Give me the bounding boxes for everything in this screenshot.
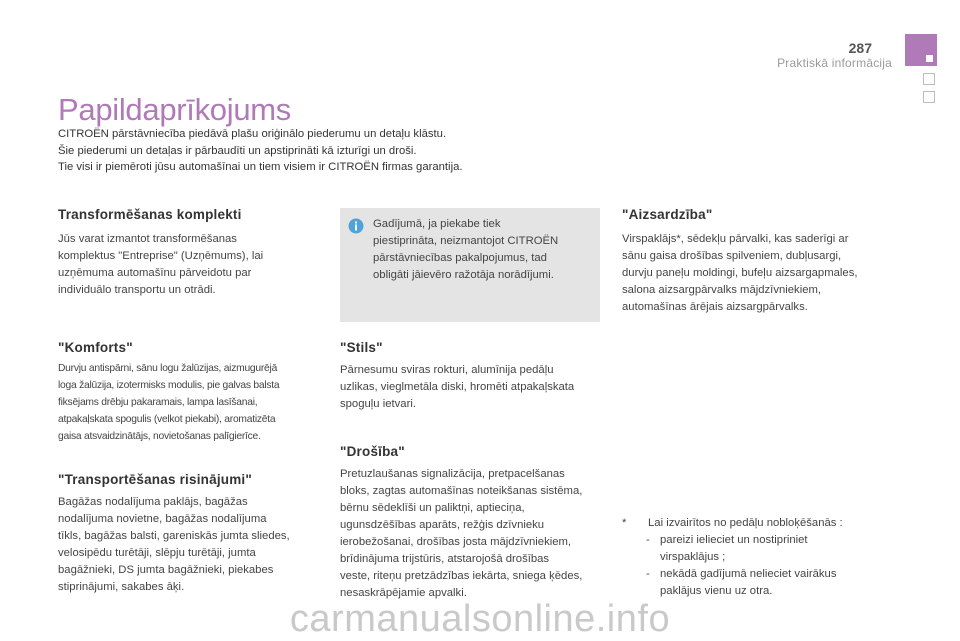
section-heading: "Aizsardzība" <box>622 207 713 222</box>
section-heading: "Drošība" <box>340 444 405 459</box>
section-body: Bagāžas nodalījuma paklājs, bagāžas nodalījuma novietne, bagāžas nodalījuma tīkls, bagāžas balsti, gareniskās jumta sliedes, velosipēdu turētāji, slēpju turētāji, jumta bagāžnieki, DS jumta bagāžnieki, piekabes stiprinājumi, sakabes āķi. <box>58 496 290 593</box>
section-body: Durvju antispārni, sānu logu žalūzijas, aizmugurējā loga žalūzija, izotermisks modulis, pie galvas balsta fiksējams drēbju pakaramais, lampa lasīšanai, atpakaļskata spogulis (velkot piekabi), aromatizēta gaisa atsvaidzinātājs, novietošanas palīgierīce. <box>58 363 280 442</box>
list-item: - pareizi ielieciet un nostipriniet virspaklājus ; <box>646 534 808 563</box>
section-heading: "Komforts" <box>58 340 133 355</box>
list-item: - nekādā gadījumā nelieciet vairākus paklājus vienu uz otra. <box>646 568 837 597</box>
info-icon <box>348 218 364 234</box>
section-safety <box>340 444 610 602</box>
intro-text: CITROËN pārstāvniecība piedāvā plašu oriģinālo piederumu un detaļu klāstu. Šie piederumi un detaļas ir pārbaudīti un apstiprināti kā izturīgi un droši. Tie visi ir piemēroti jūsu automašīnai un tiem visiem ir CITROËN firmas garantija. <box>58 128 463 173</box>
info-note <box>340 208 600 322</box>
section-transport-solutions <box>58 472 328 596</box>
chapter-tab[interactable] <box>923 73 935 85</box>
footnote-text: Lai izvairītos no pedāļu nobloķēšanās : <box>648 517 843 529</box>
page-title: Papildaprīkojums <box>58 92 291 127</box>
section-style <box>340 340 610 413</box>
footnote <box>622 515 872 600</box>
section-title: Praktiskā informācija <box>777 56 892 70</box>
section-body: Pretuzlaušanas signalizācija, pretpacelšanas bloks, zagtas automašīnas noteikšanas sistēma, bērnu sēdeklīši un paliktņi, aptieciņa, ugunsdzēšības aparāts, režģis dzīvnieku ierobežošanai, drošības josta mājdzīvniekiem, brīdinājuma trijstūris, atstarojošā drošības veste, riteņu pretzādzības iekārta, sniega ķēdes, nesaskrāpējamie apvalki. <box>340 468 583 599</box>
section-protection <box>622 207 902 316</box>
note-text: Gadījumā, ja piekabe tiek piestiprināta, neizmantojot CITROËN pārstāvniecības pakalpojumus, tad obligāti jāievēro ražotāja norādījumi. <box>373 218 559 281</box>
section-comfort <box>58 340 328 445</box>
chapter-tab-active[interactable] <box>905 34 937 66</box>
chapter-tab[interactable] <box>923 91 935 103</box>
section-body: Virspaklājs*, sēdekļu pārvalki, kas saderīgi ar sānu gaisa drošības spilveniem, dubļusargi, durvju paneļu moldingi, bufeļu aizsargapmales, salona aizsargpārvalks mājdzīvniekiem, automašīnas ārējais aizsargpārvalks. <box>622 233 858 313</box>
page-number: 287 <box>848 40 872 56</box>
section-body: Jūs varat izmantot transformēšanas komplektus "Entreprise" (Uzņēmums), lai uzņēmuma automašīnu pārveidotu par individuālo transportu un otrādi. <box>58 233 264 296</box>
section-transformation-kits <box>58 207 328 299</box>
section-heading: "Transportēšanas risinājumi" <box>58 472 252 487</box>
watermark: carmanualsonline.info <box>289 598 671 640</box>
footnote-asterisk: * <box>622 517 627 529</box>
section-body: Pārnesumu sviras rokturi, alumīnija pedāļu uzlikas, vieglmetāla diski, hromēti atpakaļskata spoguļu ietvari. <box>340 364 575 410</box>
section-heading: "Stils" <box>340 340 383 355</box>
section-heading: Transformēšanas komplekti <box>58 207 242 222</box>
